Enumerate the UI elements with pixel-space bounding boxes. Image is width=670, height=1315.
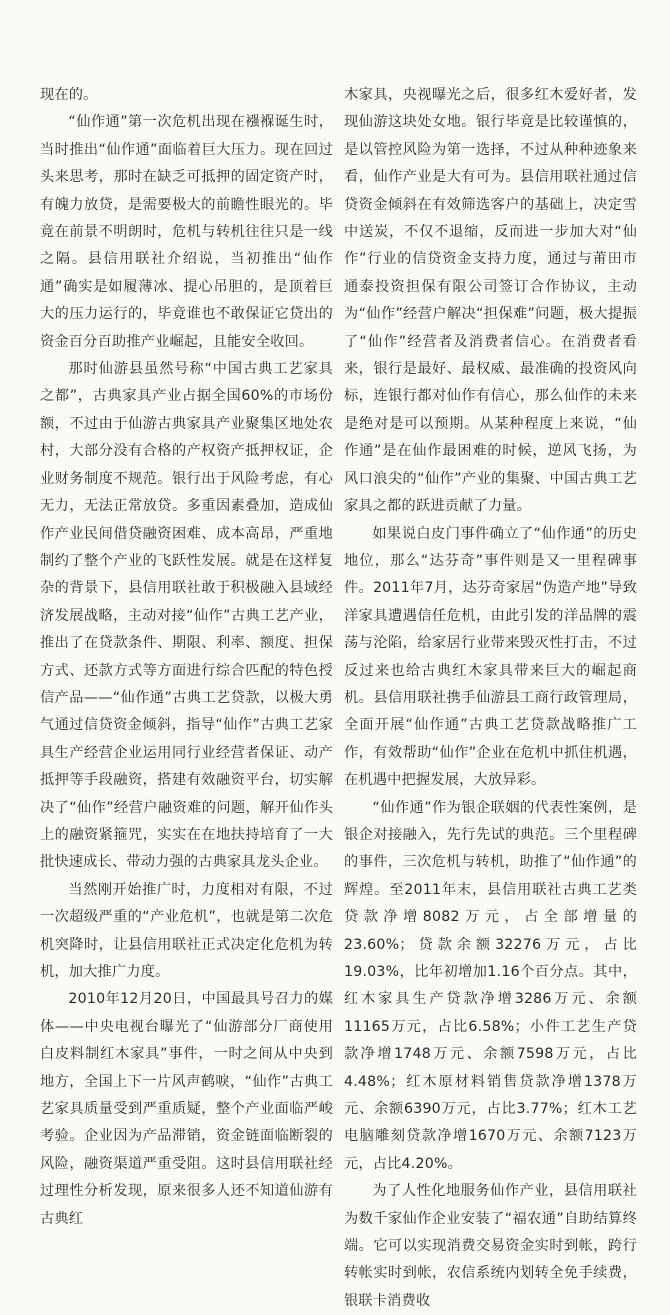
- paragraph: 那时仙游县虽然号称“中国古典工艺家具之都”，古典家具产业占据全国60%的市场份额，不过由于仙游古典家具产业聚集区地处农村，大部分没有合格的产权资产抵押权证，企业财务制度不规范。银行出于风险考虑，有心无力，无法正常放贷。多重因素叠加，造成仙作产业民间借贷融资困难、成本高昂，严重地制约了整个产业的飞跃性发展。就是在这样复杂的背景下，县信用联社敢于积极融入县域经济发展战略，主动对接“仙作”古典工艺产业，推出了在贷款条件、期限、利率、额度、担保方式、还款方式等方面进行综合匹配的特色授信产品——“仙作通”古典工艺贷款，以极大勇气通过信贷资金倾斜，指导“仙作”古典工艺家具生产经营企业运用同行业经营者保证、动产抵押等手段融资，搭建有效融资平台，切实解决了“仙作”经营户融资难的问题，解开仙作头上的融资紧箍咒，实实在在地扶持培育了一大批快速成长、带动力强的古典家具龙头企业。: [40, 361, 333, 871]
- paragraph: 2010年12月20日，中国最具号召力的媒体——中央电视台曝光了“仙游部分厂商使用白皮料制红木家具”事件，一时之间从中央到地方，全国上下一片风声鹤唳，“仙作”古典工艺家具质量受到严重质疑，整个产业面临严峻考验。企业因为产品滞销，资金链面临断裂的风险，融资渠道严重受阻。这时县信用联社经过理性分析发现，原来很多人还不知道仙游有古典红: [40, 991, 333, 1227]
- paragraph: 木家具，央视曝光之后，很多红木爱好者，发现仙游这块处女地。银行毕竟是比较谨慎的，是以管控风险为第一选择，不过从种种迹象来看，仙作产业是大有可为。县信用联社通过信贷资金倾斜在有效筛选客户的基础上，决定雪中送炭，不仅不退缩，反而进一步加大对“仙作”行业的信贷资金支持力度，通过与莆田市通泰投资担保有限公司签订合作协议，主动为“仙作”经营户解决“担保难”问题，极大提振了“仙作”经营者及消费者信心。在消费者看来，银行是最好、最权威、最准确的投资风向标，连银行都对仙作有信心，那么仙作的未来是绝对是可以预期。从某种程度上来说，“仙作通”是在仙作最困难的时候，逆风飞扬，为风口浪尖的“仙作”产业的集聚、中国古典工艺家具之都的跃进贡献了力量。: [344, 87, 637, 515]
- paragraph: 现在的。: [40, 87, 98, 103]
- paragraph: “仙作通”第一次危机出现在襁褓诞生时，当时推出“仙作通”面临着巨大压力。现在回过头来思考，那时在缺乏可抵押的固定资产时，有魄力放贷，是需要极大的前瞻性眼光的。毕竟在前景不明朗时，危机与转机往往只是一线之隔。县信用联社介绍说，当初推出“仙作通”确实是如履薄冰、提心吊胆的，是顶着巨大的压力运行的，毕竟谁也不敢保证它贷出的资金百分百助推产业崛起，且能安全收回。: [40, 114, 333, 350]
- left-column: [40, 82, 333, 1233]
- paragraph: 当然刚开始推广时，力度相对有限，不过一次超级严重的“产业危机”，也就是第二次危机突降时，让县信用联社正式决定化危机为转机，加大推广力度。: [40, 881, 333, 980]
- paragraph: “仙作通”作为银企联姻的代表性案例，是银企对接融入，先行先试的典范。三个里程碑的事件，三次危机与转机，助推了“仙作通”的辉煌。至2011年末，县信用联社古典工艺类贷款净增8082万元，占全部增量的23.60%；贷款余额32276万元，占比19.03%，比年初增加1.16个百分点。其中，红木家具生产贷款净增3286万元、余额11165万元，占比6.58%；小件工艺生产贷款净增1748万元、余额7598万元，占比4.48%；红木原材料销售贷款净增1378万元、余额6390万元，占比3.77%；红木工艺电脑雕刻贷款净增1670万元、余额7123万元，占比4.20%。: [344, 799, 637, 1172]
- paragraph: 如果说白皮门事件确立了“仙作通”的历史地位，那么“达芬奇”事件则是又一里程碑事件。2011年7月，达芬奇家居“伪造产地”导致洋家具遭遇信任危机，由此引发的洋品牌的震荡与沦陷，给家居行业带来毁灭性打击，不过反过来也给古典红木家具带来巨大的崛起商机。县信用联社携手仙游县工商行政管理局，全面开展“仙作通”古典工艺贷款战略推广工作，有效帮助“仙作”企业在危机中抓住机遇，在机遇中把握发展，大放异彩。: [344, 525, 637, 789]
- paragraph: 为了人性化地服务仙作产业，县信用联社为数千家仙作企业安装了“福农通”自助结算终端。它可以实现消费交易资金实时到帐，跨行转帐实时到帐，农信系统内划转全免手续费，银联卡消费收: [344, 1183, 637, 1309]
- right-column: [344, 82, 637, 1315]
